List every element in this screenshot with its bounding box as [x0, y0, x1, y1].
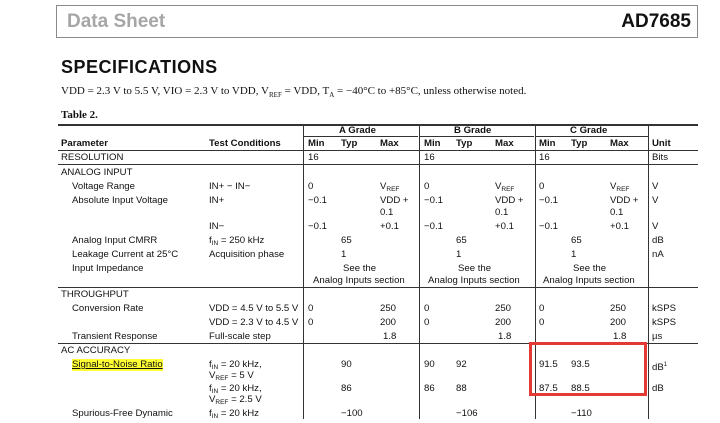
- cell-test: Full-scale step: [209, 331, 271, 342]
- cell-value: 0.1: [610, 207, 624, 218]
- cell-note: See the: [343, 263, 377, 274]
- cell-value: −0.1: [424, 195, 443, 206]
- cell-value: 0.1: [495, 207, 509, 218]
- cell-unit: kSPS: [652, 303, 676, 314]
- col-b-max: Max: [495, 138, 514, 149]
- cell-value: 0: [308, 181, 314, 192]
- cell-value: 200: [610, 317, 627, 328]
- cell-unit: dB: [652, 235, 664, 246]
- cell-value: 86: [341, 383, 352, 394]
- cell-test: IN+ − IN−: [209, 181, 251, 192]
- part-number: AD7685: [621, 11, 691, 32]
- group-c-header: C Grade: [570, 125, 608, 136]
- cell-value: 16: [539, 152, 550, 163]
- cell-value: 250: [495, 303, 512, 314]
- cell-value: 250: [380, 303, 397, 314]
- cell-test: $V_{REF} = 5$ V: [209, 370, 254, 382]
- cell-unit: Bits: [652, 152, 668, 163]
- cell-test: $V_{REF} = 2.5$ V: [209, 394, 262, 406]
- cell-value: 1.8: [383, 331, 397, 342]
- group-b-header: B Grade: [454, 125, 492, 136]
- col-divider: [303, 125, 304, 419]
- cell-unit: V: [652, 195, 659, 206]
- cell-value: −100: [341, 408, 363, 419]
- cell-test: VDD = 2.3 V to 4.5 V: [209, 317, 299, 328]
- cell-value: 87.5: [539, 383, 558, 394]
- cell-value: 0: [424, 317, 430, 328]
- cell-note: Analog Inputs section: [543, 275, 635, 286]
- table-label: Table 2.: [61, 109, 98, 121]
- col-parameter: Parameter: [61, 138, 108, 149]
- cell-value: 1: [341, 249, 347, 260]
- cell-value: −0.1: [539, 195, 558, 206]
- cell-note: See the: [458, 263, 492, 274]
- cell-value: 200: [380, 317, 397, 328]
- cell-value: 200: [495, 317, 512, 328]
- row-snr-label: Signal-to-Noise Ratio: [72, 359, 163, 370]
- cell-unit: nA: [652, 249, 664, 260]
- section-ac-accuracy: AC ACCURACY: [61, 345, 131, 356]
- cell-value: 90: [341, 359, 352, 370]
- col-c-typ: Typ: [571, 138, 588, 149]
- row-voltage-range-label: Voltage Range: [72, 181, 135, 192]
- page-title: SPECIFICATIONS: [61, 57, 218, 77]
- row-conversion-label: Conversion Rate: [72, 303, 144, 314]
- cell-value: 0.1: [380, 207, 394, 218]
- cell-unit: kSPS: [652, 317, 676, 328]
- cell-value: $V_{REF}$: [495, 181, 515, 193]
- cell-value: 1: [456, 249, 462, 260]
- section-rule: [58, 287, 698, 288]
- cell-value: −110: [571, 408, 592, 419]
- section-throughput: THROUGHPUT: [61, 289, 129, 300]
- cell-test: IN+: [209, 195, 225, 206]
- cell-value: 16: [424, 152, 435, 163]
- cell-value: $V_{REF}$: [380, 181, 400, 193]
- col-c-min: Min: [539, 138, 556, 149]
- cell-value: 86: [424, 383, 435, 394]
- cell-value: 0: [424, 303, 430, 314]
- cell-value: 0: [539, 303, 545, 314]
- cell-value: +0.1: [610, 221, 629, 232]
- cell-value: −0.1: [308, 221, 327, 232]
- cell-note: Analog Inputs section: [313, 275, 405, 286]
- cell-unit: $dB^1$: [652, 362, 668, 374]
- cell-value: 88: [456, 383, 467, 394]
- cell-value: 90: [424, 359, 435, 370]
- cell-test: $f_{IN} = 20$ kHz,: [209, 383, 262, 395]
- col-a-max: Max: [380, 138, 399, 149]
- cell-test: Acquisition phase: [209, 249, 285, 260]
- cell-value: −0.1: [424, 221, 443, 232]
- row-leakage-label: Leakage Current at 25°C: [72, 249, 179, 260]
- cell-value: 65: [456, 235, 467, 246]
- cell-value: −0.1: [539, 221, 558, 232]
- cell-value: $V_{REF}$: [610, 181, 630, 193]
- cell-test: $f_{IN} = 250$ kHz: [209, 235, 265, 247]
- col-a-min: Min: [308, 138, 325, 149]
- cell-value: +0.1: [495, 221, 514, 232]
- cell-value: 1.8: [613, 331, 627, 342]
- cell-unit: dB: [652, 383, 664, 394]
- cell-value: 1: [571, 249, 577, 260]
- cell-value: 0: [539, 317, 545, 328]
- cell-value: 65: [341, 235, 352, 246]
- callout-box: [529, 342, 647, 396]
- conditions-line: VDD = 2.3 V to 5.5 V, VIO = 2.3 V to VDD, $V_{REF}$ = VDD, $T_A = -40^\circ C$ to +85°C, unless otherwise noted.: [61, 85, 527, 100]
- cell-value: −0.1: [308, 195, 327, 206]
- cell-value: +0.1: [380, 221, 399, 232]
- cell-value: 91.5: [539, 359, 558, 370]
- cell-value: 92: [456, 359, 467, 370]
- cell-value: −106: [456, 408, 478, 419]
- cell-value: 16: [308, 152, 319, 163]
- row-cmrr-label: Analog Input CMRR: [72, 235, 158, 246]
- col-b-typ: Typ: [456, 138, 473, 149]
- cell-value: 65: [571, 235, 582, 246]
- col-unit: Unit: [652, 138, 671, 149]
- cell-value: 0: [424, 181, 430, 192]
- col-c-max: Max: [610, 138, 629, 149]
- cell-test: VDD = 4.5 V to 5.5 V: [209, 303, 299, 314]
- cell-value: 250: [610, 303, 627, 314]
- col-b-min: Min: [424, 138, 441, 149]
- cell-value: 93.5: [571, 359, 590, 370]
- row-sfdr-label: Spurious-Free Dynamic: [72, 408, 173, 419]
- row-impedance-label: Input Impedance: [72, 263, 144, 274]
- cell-value: 0: [539, 181, 545, 192]
- row-transient-label: Transient Response: [72, 331, 158, 342]
- cell-value: 0: [308, 317, 314, 328]
- datasheet-header: [56, 5, 698, 38]
- cell-test: $f_{IN} = 20$ kHz,: [209, 359, 262, 371]
- cell-value: 1.8: [498, 331, 512, 342]
- cell-value: 88.5: [571, 383, 590, 394]
- cell-value: VDD +: [495, 195, 524, 206]
- cell-note: Analog Inputs section: [428, 275, 520, 286]
- cell-unit: µs: [652, 331, 663, 342]
- cell-note: See the: [573, 263, 607, 274]
- row-abs-voltage-label: Absolute Input Voltage: [72, 195, 169, 206]
- cell-value: VDD +: [610, 195, 639, 206]
- cell-unit: V: [652, 181, 659, 192]
- cell-test: IN−: [209, 221, 225, 232]
- cell-test: $f_{IN} = 20$ kHz: [209, 408, 259, 420]
- cell-unit: V: [652, 221, 659, 232]
- col-a-typ: Typ: [341, 138, 358, 149]
- header-left-label: Data Sheet: [67, 11, 166, 32]
- col-divider: [419, 125, 420, 419]
- col-test-conditions: Test Conditions: [209, 138, 281, 149]
- row-resolution-label: RESOLUTION: [61, 152, 124, 163]
- group-a-header: A Grade: [339, 125, 376, 136]
- cell-value: 0: [308, 303, 314, 314]
- section-analog-input: ANALOG INPUT: [61, 167, 133, 178]
- cell-value: VDD +: [380, 195, 409, 206]
- row-rule: [58, 164, 698, 165]
- col-divider: [648, 125, 649, 419]
- header-bottom-rule: [58, 150, 698, 151]
